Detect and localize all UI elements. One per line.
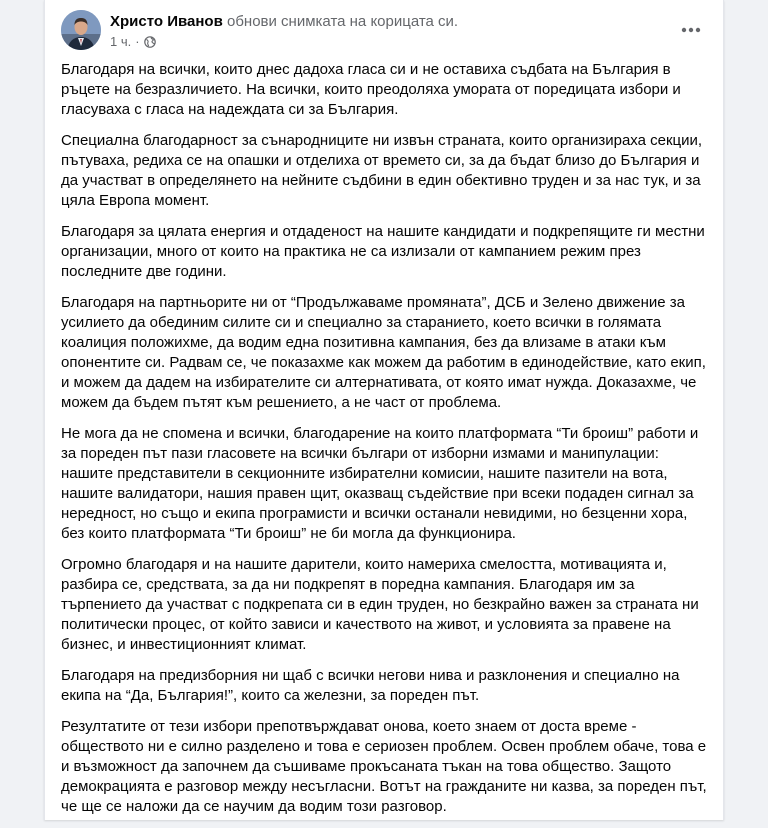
post-paragraph: Благодаря на партньорите ни от “Продължаваме промяната”, ДСБ и Зелено движение за усилието да обединим силите си и специално за старанието, което всички в голямата коалиция положихме, да водим една позитивна кампания, без да влизаме в атаки към опонентите си. Радвам се, че показахме как можем да работим в единодействие, като екип, и можем да дадем на избирателите си алтернативата, от която имат нужда. Доказахме, че можем да бъдем пътят към решението, а не част от проблема. bbox=[61, 294, 706, 411]
post-title-line bbox=[110, 12, 667, 32]
post-paragraph: Не мога да не спомена и всички, благодарение на които платформата “Ти броиш” работи и за пореден път пази гласовете на всички българи от изборни измами и манипулации: нашите представители в секционните избирателни комисии, нашите пазители на вота, нашите валидатори, нашия правен щит, оказващ съдействие при всеки подаден сигнал за нередност, но също и екипа програмисти и всички останали невидими, но безценни хора, без които платформата “Ти броиш” не би могла да функционира. bbox=[61, 425, 699, 542]
post-paragraph: Благодаря за цялата енергия и отдаденост на нашите кандидати и подкрепящите ги местни организации, много от които на практика не са излизали от кампанием режим през последните две години. bbox=[61, 223, 705, 280]
post-paragraph: Специална благодарност за сънародниците ни извън страната, които организираха секции, пътуваха, редиха се на опашки и отделиха от времето си, за да бъдат близо до България и да участват в определянето на нейните съдбини в един обективно труден и за нас тук, и за цяла Европа момент. bbox=[61, 132, 703, 209]
more-horizontal-icon[interactable] bbox=[675, 14, 707, 46]
avatar-image bbox=[61, 10, 101, 50]
post-paragraph: Благодаря на всички, които днес дадоха гласа си и не оставиха съдбата на България в ръцете на безразличието. На всички, които преодоляха умората от поредицата избори и гласуваха с гласа на надеждата си за България. bbox=[61, 61, 681, 118]
post-paragraph: Резултатите от тези избори препотвърждават онова, което знаем от доста време - обществото ни е силно разделено и това е сериозен проблем. Освен проблем обаче, това е и възможност да започнем да съшиваме прокъсаната тъкан на това общество. Защото демокрацията е разговор между несъгласни. Вотът на гражданите ни казва, за пореден път, че ще се наложи да се научим да водим този разговор. bbox=[61, 718, 707, 815]
post-header bbox=[61, 10, 707, 54]
post-timestamp[interactable]: 1 ч. bbox=[110, 34, 132, 49]
post-paragraph: Огромно благодаря и на нашите дарители, които намериха смелостта, мотивацията и, разбира се, средствата, за да ни подкрепят в поредна кампания. Благодаря им за търпението да участват с подкрепата си в един труден, но безкрайно важен за страната ни политически процес, от който зависи и качеството на живот, и условията за правене на бизнес, и инвестиционният климат. bbox=[61, 556, 699, 653]
post-meta bbox=[110, 12, 667, 50]
post-subtitle-line bbox=[110, 34, 667, 50]
post-text bbox=[61, 60, 707, 828]
globe-icon[interactable] bbox=[144, 36, 156, 48]
author-name[interactable]: Христо Иванов bbox=[110, 13, 223, 30]
separator-dot: · bbox=[135, 34, 140, 49]
post-action-text: обнови снимката на корицата си. bbox=[226, 13, 459, 30]
post-paragraph: Благодаря на предизборния ни щаб с всички негови нива и разклонения и специално на екипа на “Да, България!”, които са железни, за пореден път. bbox=[61, 667, 680, 704]
avatar[interactable] bbox=[61, 10, 101, 50]
post-card bbox=[44, 0, 724, 820]
